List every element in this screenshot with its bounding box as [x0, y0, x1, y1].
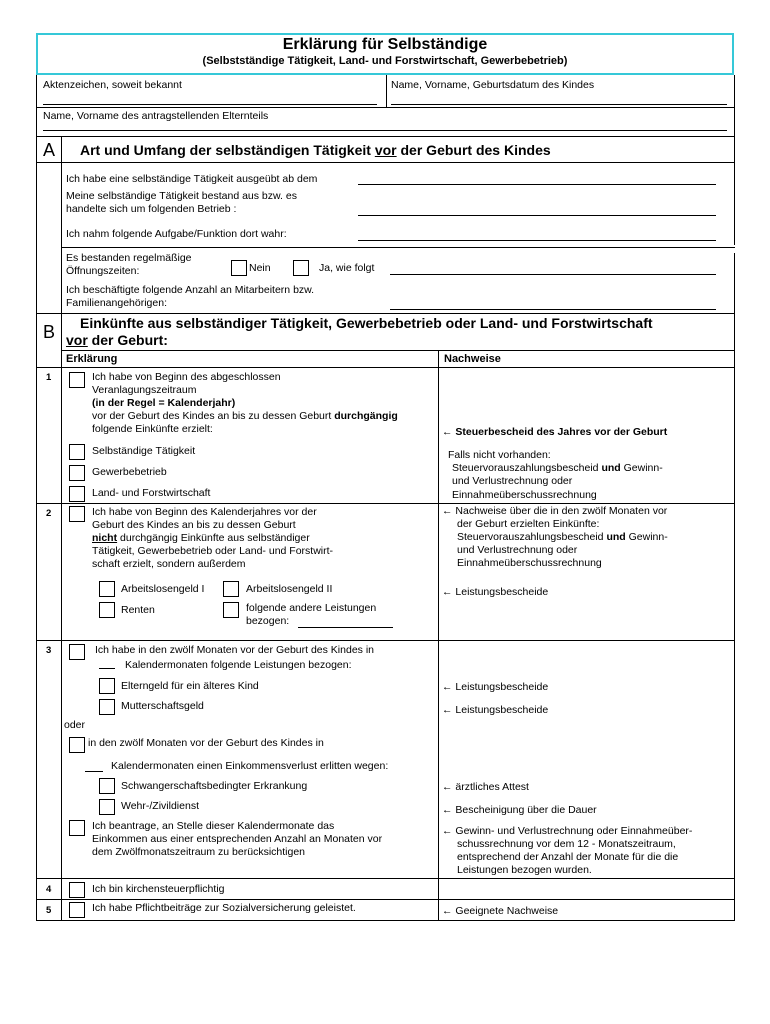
- a-row2-label-2: handelte sich um folgenden Betrieb :: [66, 203, 237, 215]
- top-divider: [386, 75, 387, 108]
- divider: [36, 899, 735, 900]
- divider: [36, 107, 735, 108]
- a-row3-label: Ich nahm folgende Aufgabe/Funktion dort wahr:: [66, 228, 287, 240]
- item-1-text: Ich habe von Beginn des abgeschlossen: [92, 371, 281, 383]
- wehrdienst-label: Wehr-/Zivildienst: [121, 800, 199, 812]
- kind-label: Name, Vorname, Geburtsdatum des Kindes: [391, 79, 595, 91]
- frame-right-top: [734, 75, 735, 245]
- andere-leistungen-checkbox[interactable]: [223, 602, 239, 618]
- ersatzmonate-checkbox[interactable]: [69, 820, 85, 836]
- ja-label: Ja, wie folgt: [319, 262, 375, 274]
- item-4-number: 4: [46, 884, 52, 895]
- item-3-number: 3: [46, 645, 52, 656]
- landforst-checkbox[interactable]: [69, 486, 85, 502]
- divider: [36, 640, 735, 641]
- erkrankung-checkbox[interactable]: [99, 778, 115, 794]
- sozialversicherung-checkbox[interactable]: [69, 902, 85, 918]
- item-1-checkbox[interactable]: [69, 372, 85, 388]
- section-a-heading: Art und Umfang der selbständigen Tätigkeit vor der Geburt des Kindes: [80, 142, 551, 158]
- item-3-nachweis: ← Bescheinigung über die Dauer: [442, 804, 597, 816]
- a-row4-label-2: Öffnungszeiten:: [66, 265, 140, 277]
- divider: [36, 162, 735, 163]
- kind-field[interactable]: [391, 104, 727, 105]
- alg1-label: Arbeitslosengeld I: [121, 583, 205, 595]
- divider: [36, 136, 735, 137]
- item-3-nachweis: entsprechend der Anzahl der Monate für die die: [457, 851, 679, 863]
- col-nachweise: Nachweise: [444, 353, 501, 365]
- frame-bottom: [36, 920, 735, 921]
- item-3-text: Kalendermonaten einen Einkommensverlust erlitten wegen:: [111, 760, 389, 772]
- nein-label: Nein: [249, 262, 271, 274]
- oeffnungszeiten-field[interactable]: [390, 274, 716, 275]
- divider: [36, 503, 735, 504]
- item-1-nachweis: Einnahmeüberschussrechnung: [452, 489, 597, 501]
- landforst-label: Land- und Forstwirtschaft: [92, 487, 211, 499]
- item-1-text: vor der Geburt des Kindes an bis zu dessen Geburt durchgängig: [92, 410, 398, 422]
- item-2-number: 2: [46, 508, 52, 519]
- divider: [61, 247, 735, 248]
- item-2-text: nicht durchgängig Einkünfte aus selbständiger: [92, 532, 310, 544]
- frame-right-mid: [734, 253, 735, 313]
- item-2-text: Ich habe von Beginn des Kalenderjahres vor der: [92, 506, 317, 518]
- item-2-nachweis: ← Nachweise über die in den zwölf Monaten vor: [442, 505, 668, 517]
- item-3-nachweis: ← ärztliches Attest: [442, 781, 529, 793]
- aktenzeichen-label: Aktenzeichen, soweit bekannt: [43, 79, 182, 91]
- alg2-label: Arbeitslosengeld II: [246, 583, 333, 595]
- oder-label: oder: [64, 719, 86, 731]
- elterngeld-label: Elterngeld für ein älteres Kind: [121, 680, 259, 692]
- alg1-checkbox[interactable]: [99, 581, 115, 597]
- a-row2-field[interactable]: [358, 215, 716, 216]
- item-5-text: Ich habe Pflichtbeiträge zur Sozialversicherung geleistet.: [92, 902, 356, 914]
- item-2-nachweis: der Geburt erzielten Einkünfte:: [457, 518, 600, 530]
- aktenzeichen-field[interactable]: [43, 104, 377, 105]
- elternteil-label: Name, Vorname des antragstellenden Elternteils: [43, 110, 269, 122]
- item-1-text: folgende Einkünfte erzielt:: [92, 423, 213, 435]
- a-row4-label-1: Es bestanden regelmäßige: [66, 252, 192, 264]
- item-3-text: Ich habe in den zwölf Monaten vor der Geburt des Kindes in: [95, 644, 374, 656]
- andere-leistungen-label: folgende andere Leistungen: [246, 602, 377, 614]
- item-1-text: (in der Regel = Kalenderjahr): [92, 397, 236, 409]
- item-2-text: Geburt des Kindes an bis zu dessen Geburt: [92, 519, 296, 531]
- a-row5-label-1: Ich beschäftigte folgende Anzahl an Mitarbeitern bzw.: [66, 284, 315, 296]
- item-5-nachweis: ← Geeignete Nachweise: [442, 905, 559, 917]
- elternteil-field[interactable]: [43, 130, 727, 131]
- nein-checkbox[interactable]: [231, 260, 247, 276]
- kirchensteuer-checkbox[interactable]: [69, 882, 85, 898]
- gewerbe-label: Gewerbebetrieb: [92, 466, 167, 478]
- divider: [36, 313, 735, 314]
- item-2-nachweis: ← Leistungsbescheide: [442, 586, 549, 598]
- elterngeld-checkbox[interactable]: [99, 678, 115, 694]
- section-b-letter: B: [43, 322, 56, 342]
- renten-label: Renten: [121, 604, 155, 616]
- item-2-text: Tätigkeit, Gewerbebetrieb oder Land- und Forstwirt-: [92, 545, 334, 557]
- item-1-nachweis: Falls nicht vorhanden:: [448, 449, 551, 461]
- gewerbe-checkbox[interactable]: [69, 465, 85, 481]
- wehrdienst-checkbox[interactable]: [99, 799, 115, 815]
- selbstaendig-checkbox[interactable]: [69, 444, 85, 460]
- divider: [36, 878, 735, 879]
- item-2-nachweis: Einnahmeüberschussrechnung: [457, 557, 602, 569]
- section-b-heading-2: vor der Geburt:: [66, 332, 168, 348]
- item-5-number: 5: [46, 905, 52, 916]
- item-3-months-field[interactable]: [99, 668, 115, 669]
- frame-right-bottom: [734, 313, 735, 921]
- item-3-text: Ich beantrage, an Stelle dieser Kalendermonate das: [92, 820, 335, 832]
- erkrankung-label: Schwangerschaftsbedingter Erkrankung: [121, 780, 308, 792]
- section-a-letter: A: [43, 140, 56, 160]
- page-subtitle: (Selbstständige Tätigkeit, Land- und Forstwirtschaft, Gewerbebetrieb): [202, 55, 568, 67]
- section-b-heading-1: Einkünfte aus selbständiger Tätigkeit, Gewerbebetrieb oder Land- und Forstwirtschaft: [80, 315, 653, 331]
- mutterschaftsgeld-label: Mutterschaftsgeld: [121, 700, 204, 712]
- item-3-nachweis: ← Leistungsbescheide: [442, 681, 549, 693]
- item-1-text: Veranlagungszeitraum: [92, 384, 197, 396]
- a-row1-label: Ich habe eine selbständige Tätigkeit ausgeübt ab dem: [66, 173, 318, 185]
- divider: [36, 367, 735, 368]
- item-1-nachweis: Steuervorauszahlungsbescheid und Gewinn-: [452, 462, 663, 474]
- ja-checkbox[interactable]: [293, 260, 309, 276]
- item-1-nachweis: ← Steuerbescheid des Jahres vor der Geburt: [442, 426, 668, 438]
- item-4-text: Ich bin kirchensteuerpflichtig: [92, 883, 225, 895]
- section-b-col-divider: [61, 313, 62, 921]
- item-3-nachweis: ← Gewinn- und Verlustrechnung oder Einnahmeüber-: [442, 825, 693, 837]
- mitarbeiter-field[interactable]: [390, 309, 716, 310]
- item-3-checkbox[interactable]: [69, 644, 85, 660]
- item-3-nachweis: Leistungen bezogen wurden.: [457, 864, 592, 876]
- andere-leistungen-label: bezogen:: [246, 615, 290, 627]
- mutterschaftsgeld-checkbox[interactable]: [99, 699, 115, 715]
- andere-leistungen-field[interactable]: [298, 627, 393, 628]
- a-row1-field[interactable]: [358, 184, 716, 185]
- item-2-nachweis: und Verlustrechnung oder: [457, 544, 578, 556]
- page-title: Erklärung für Selbständige: [282, 36, 488, 53]
- item-3-text: in den zwölf Monaten vor der Geburt des Kindes in: [88, 737, 324, 749]
- item-1-number: 1: [46, 372, 52, 383]
- a-row2-label-1: Meine selbständige Tätigkeit bestand aus bzw. es: [66, 190, 297, 202]
- einkommensverlust-checkbox[interactable]: [69, 737, 85, 753]
- renten-checkbox[interactable]: [99, 602, 115, 618]
- item-1-nachweis: und Verlustrechnung oder: [452, 475, 573, 487]
- item-3-nachweis: schussrechnung vor dem 12 - Monatszeitraum,: [457, 838, 676, 850]
- nachweise-divider: [438, 350, 439, 921]
- item-2-checkbox[interactable]: [69, 506, 85, 522]
- item-2-text: schaft erzielt, sondern außerdem: [92, 558, 246, 570]
- item-3-nachweis: ← Leistungsbescheide: [442, 704, 549, 716]
- frame-left: [36, 75, 37, 921]
- a-row3-field[interactable]: [358, 240, 716, 241]
- divider: [61, 350, 735, 351]
- selbstaendig-label: Selbständige Tätigkeit: [92, 445, 196, 457]
- item-3-text: Einkommen aus einer entsprechenden Anzahl an Monaten vor: [92, 833, 383, 845]
- item-2-nachweis: Steuervorauszahlungsbescheid und Gewinn-: [457, 531, 668, 543]
- col-erklaerung: Erklärung: [66, 353, 118, 365]
- alg2-checkbox[interactable]: [223, 581, 239, 597]
- item-3-verlust-months-field[interactable]: [85, 771, 103, 772]
- item-3-text: Kalendermonaten folgende Leistungen bezogen:: [125, 659, 352, 671]
- a-row5-label-2: Familienangehörigen:: [66, 297, 167, 309]
- item-3-text: dem Zwölfmonatszeitraum zu berücksichtigen: [92, 846, 306, 858]
